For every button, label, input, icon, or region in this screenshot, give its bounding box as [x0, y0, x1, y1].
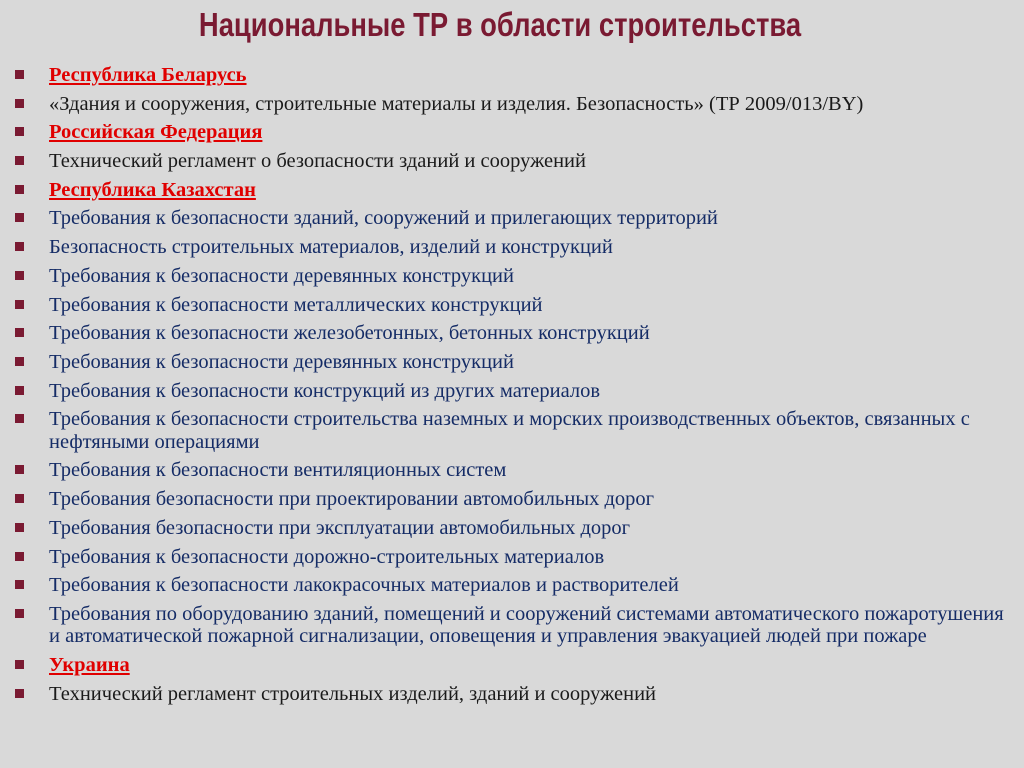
square-bullet-icon	[15, 357, 24, 366]
square-bullet-icon	[15, 414, 24, 423]
list-item-text: Требования безопасности при проектировании автомобильных дорог	[49, 488, 655, 511]
country-heading	[10, 121, 1015, 144]
square-bullet-icon	[15, 300, 24, 309]
list-item-text: Требования по оборудованию зданий, помещений и сооружений системами автоматического пожаротушения и автоматической пожарной сигнализации, оповещения и управления эвакуацией людей при пожаре	[49, 602, 1004, 648]
list-item-text: Требования к безопасности деревянных конструкций	[49, 264, 515, 287]
list-item-text: Требования к безопасности дорожно-строительных материалов	[49, 545, 605, 568]
list-item	[10, 546, 1015, 569]
square-bullet-icon	[15, 99, 24, 108]
list-item-text: Требования к безопасности деревянных конструкций	[49, 350, 515, 373]
list-item	[10, 93, 1015, 116]
square-bullet-icon	[15, 185, 24, 194]
list-item-text: Требования к безопасности железобетонных, бетонных конструкций	[49, 322, 650, 345]
list-item-text: «Здания и сооружения, строительные материалы и изделия. Безопасность» (ТР 2009/013/BY)	[49, 92, 864, 115]
list-item-text: Технический регламент о безопасности зданий и сооружений	[49, 150, 586, 173]
square-bullet-icon	[15, 580, 24, 589]
list-item	[10, 603, 1015, 648]
list-item	[10, 574, 1015, 597]
list-item	[10, 322, 1015, 345]
country-heading	[10, 179, 1015, 202]
square-bullet-icon	[15, 609, 24, 618]
country-heading	[10, 64, 1015, 87]
list-item	[10, 351, 1015, 374]
square-bullet-icon	[15, 156, 24, 165]
list-item-text: Требования к безопасности вентиляционных систем	[49, 459, 507, 482]
list-item	[10, 236, 1015, 259]
square-bullet-icon	[15, 494, 24, 503]
square-bullet-icon	[15, 70, 24, 79]
square-bullet-icon	[15, 552, 24, 561]
bullet-list	[10, 64, 1015, 711]
list-item	[10, 294, 1015, 317]
list-item	[10, 408, 1015, 453]
list-item	[10, 488, 1015, 511]
list-item	[10, 380, 1015, 403]
list-item-text: Требования безопасности при эксплуатации автомобильных дорог	[49, 516, 631, 539]
square-bullet-icon	[15, 465, 24, 474]
list-item	[10, 517, 1015, 540]
square-bullet-icon	[15, 660, 24, 669]
list-item-text: Технический регламент строительных изделий, зданий и сооружений	[49, 682, 657, 705]
list-item-text: Требования к безопасности лакокрасочных материалов и растворителей	[49, 574, 679, 597]
square-bullet-icon	[15, 523, 24, 532]
square-bullet-icon	[15, 242, 24, 251]
list-item	[10, 459, 1015, 482]
list-item-text: Требования к безопасности зданий, сооружений и прилегающих территорий	[49, 207, 718, 230]
list-item-text: Требования к безопасности конструкций из других материалов	[49, 379, 601, 402]
list-item	[10, 150, 1015, 173]
list-item-text: Республика Беларусь	[49, 64, 247, 86]
list-item-text: Безопасность строительных материалов, изделий и конструкций	[49, 236, 613, 259]
list-item-text: Требования к безопасности металлических конструкций	[49, 293, 543, 316]
country-heading	[10, 654, 1015, 677]
list-item-text: Российская Федерация	[49, 121, 263, 144]
square-bullet-icon	[15, 271, 24, 280]
square-bullet-icon	[15, 328, 24, 337]
list-item-text: Украина	[49, 654, 130, 677]
list-item-text: Требования к безопасности строительства наземных и морских производственных объектов, связанных с нефтяными операциями	[49, 408, 970, 453]
square-bullet-icon	[15, 689, 24, 698]
list-item	[10, 265, 1015, 288]
square-bullet-icon	[15, 127, 24, 136]
square-bullet-icon	[15, 213, 24, 222]
slide-title: Национальные ТР в области строительства	[198, 6, 802, 43]
list-item	[10, 683, 1015, 706]
square-bullet-icon	[15, 386, 24, 395]
list-item	[10, 207, 1015, 230]
list-item-text: Республика Казахстан	[49, 178, 256, 201]
